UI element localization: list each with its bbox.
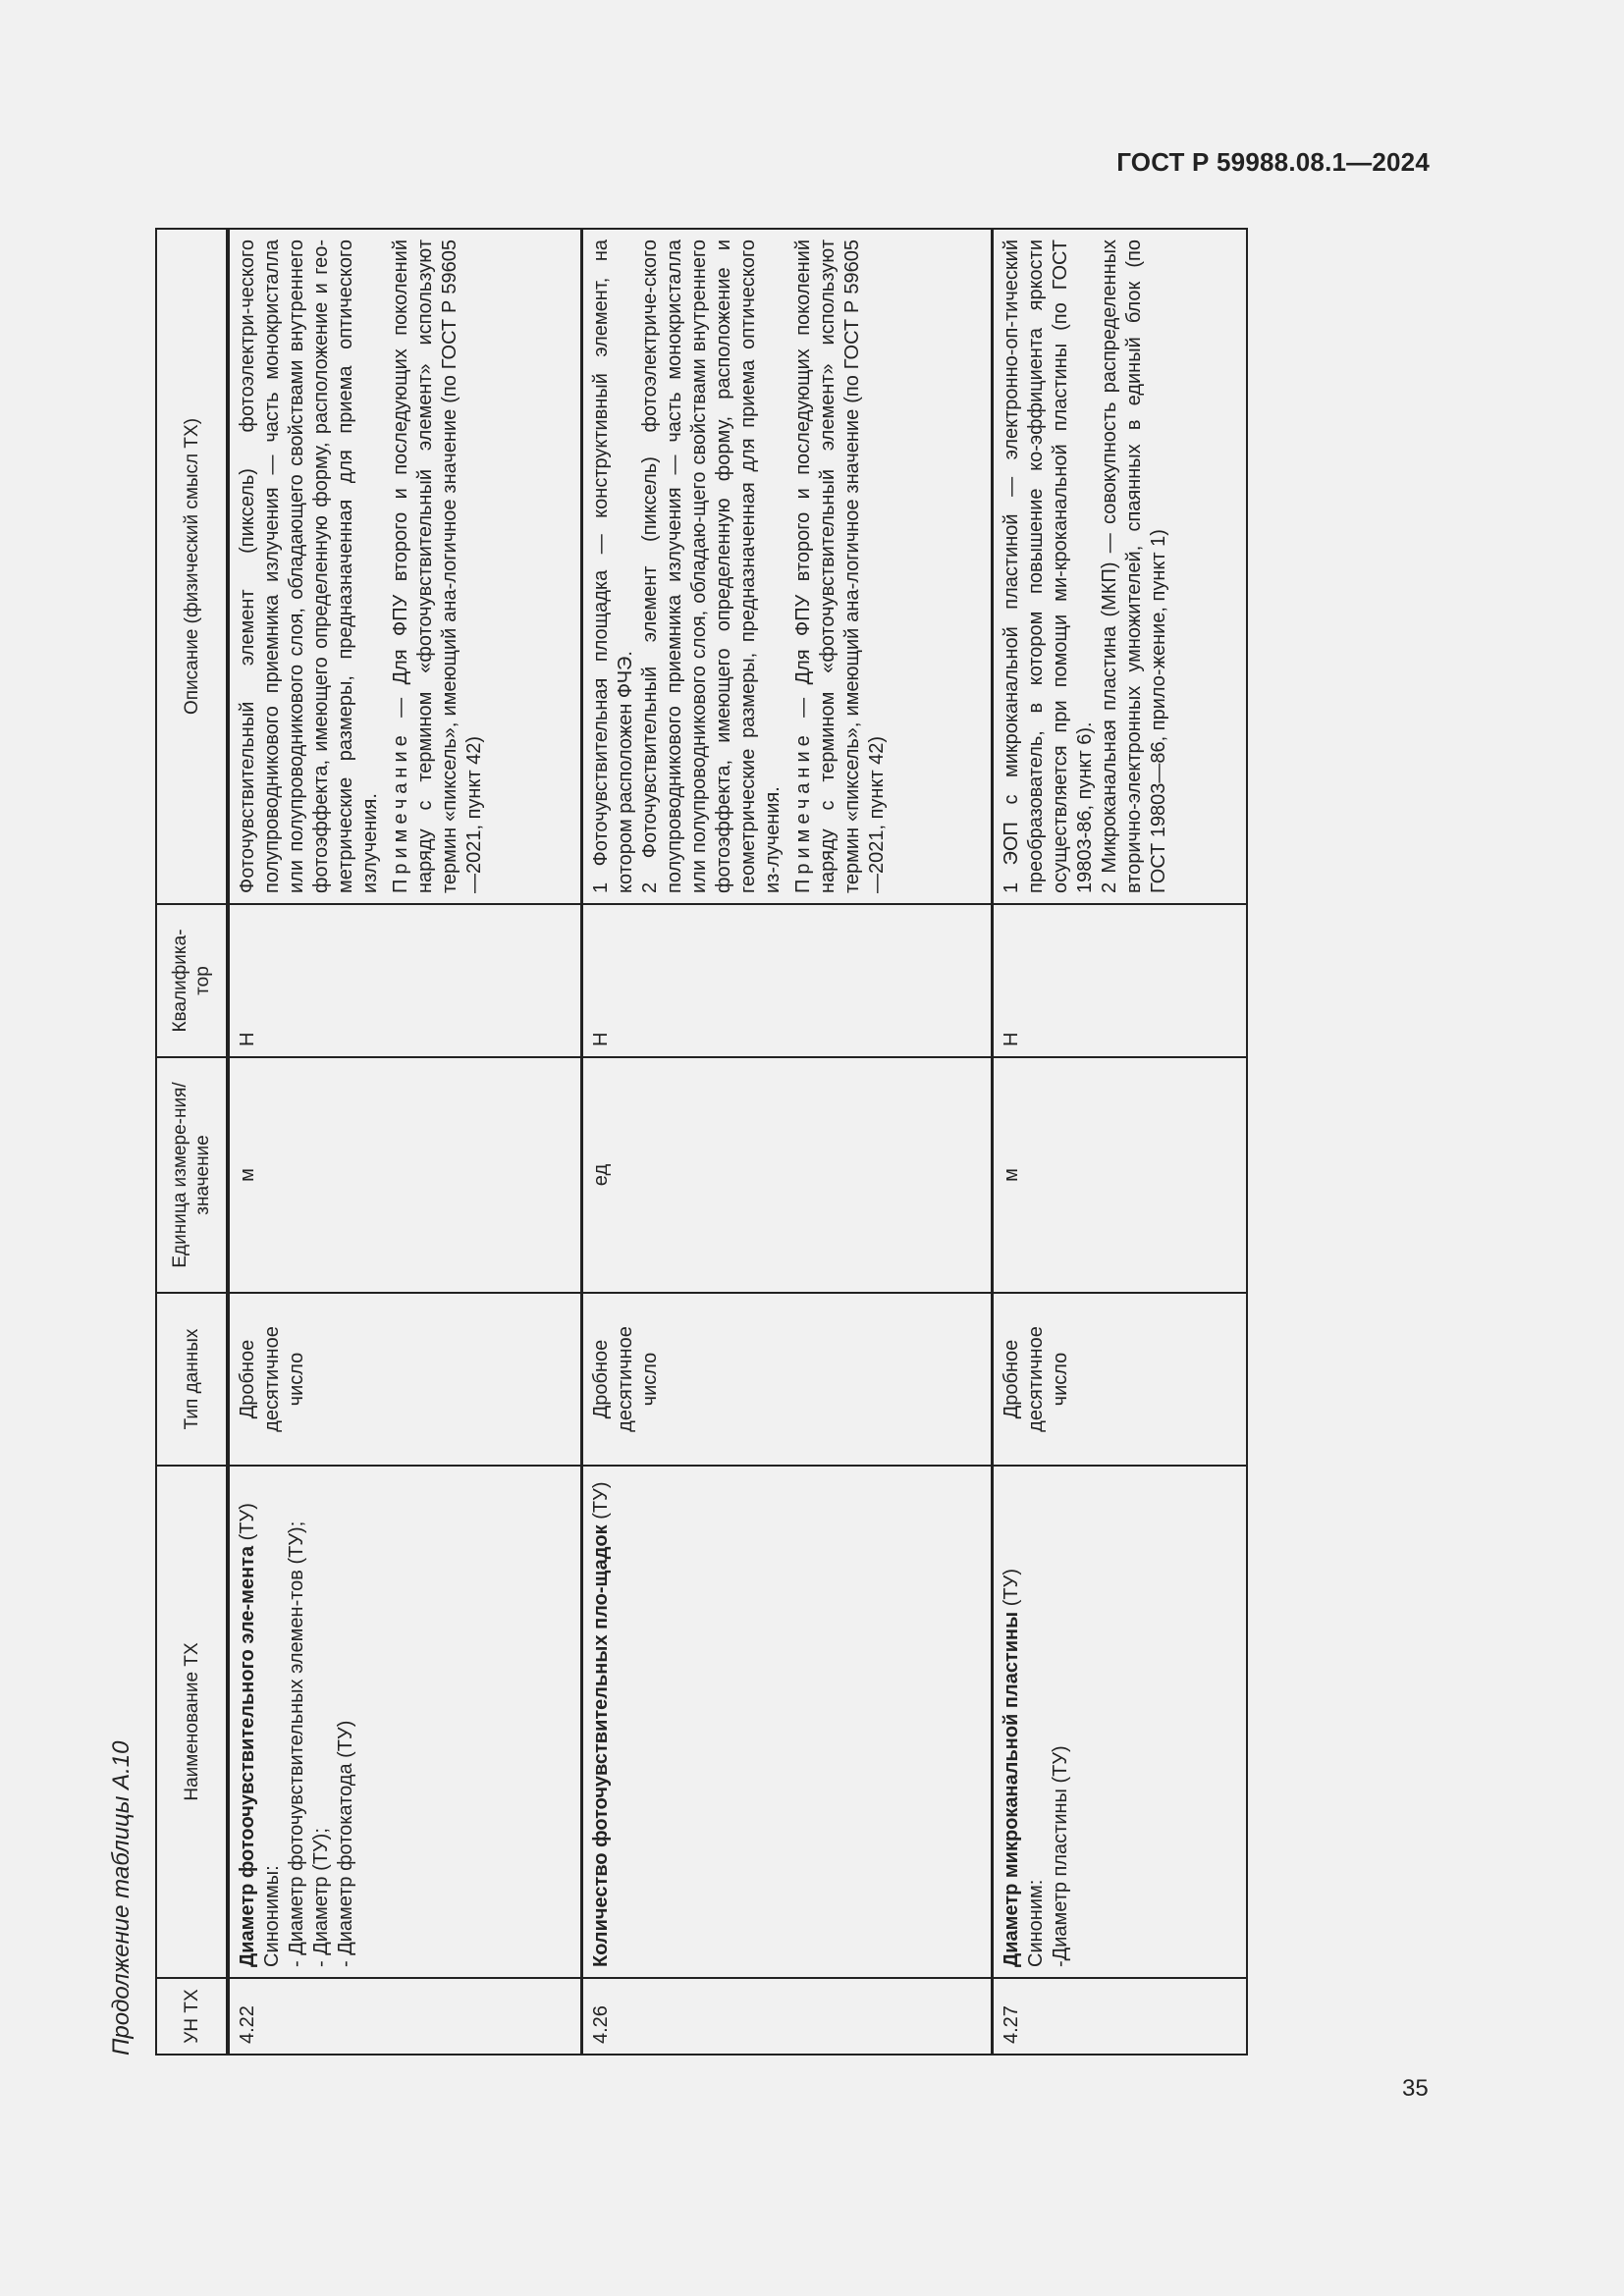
- term-suffix: (ТУ): [1000, 1569, 1022, 1612]
- description-text: Фоточувствительный элемент (пиксель) фотоэлектри-ческого полупроводникового приемника излучения — часть монокристалла или полупроводникового слоя, обладающего свойствами внутреннего фотоэффекта, имеющего определенную форму, расположение и гео-метрические размеры, предназначенная для приема оптического излучения.: [237, 240, 381, 893]
- term-suffix: (ТУ): [589, 1481, 612, 1525]
- synonym-item: - Диаметр фотокатода (ТУ): [335, 1720, 356, 1967]
- standard-header: ГОСТ Р 59988.08.1—2024: [1116, 147, 1430, 177]
- synonyms-label: Синоним:: [1024, 1879, 1047, 1967]
- row-data-type: Дробное десятичное число: [992, 1293, 1247, 1466]
- term-name: Количество фоточувствительных пло-щадок: [589, 1524, 612, 1967]
- term-name: Диаметр микроканальной пластины: [1000, 1611, 1022, 1967]
- row-qualifier: Н: [992, 904, 1247, 1057]
- note-label: Примечание: [791, 730, 814, 893]
- row-data-type: Дробное десятичное число: [581, 1293, 992, 1466]
- description-note: [791, 240, 890, 893]
- description-item: 2 Микроканальная пластина (МКП) — совокупность распределенных вторично-электронных умножителей, спаянных в единый блок (по ГОСТ 19803—86, прило-жение, пункт 1): [1098, 240, 1169, 893]
- description-item: 2 Фоточувствительный элемент (пиксель) фотоэлектриче-ского полупроводникового приемника излучения — часть монокристалла или полупроводникового слоя, обладаю-щего свойствами внутреннего фотоэффекта, имеющего определенную форму, расположение и геометрические размеры, предназначенная для приема оптического из-лучения.: [638, 240, 784, 893]
- description-note: [389, 240, 487, 893]
- table-header-row: [156, 229, 228, 2055]
- table-row: [228, 229, 581, 2055]
- row-id: 4.22: [228, 1978, 581, 2055]
- description-item: 1 ЭОП с микроканальной пластиной — электронно-оп-тический преобразователь, в котором повышение ко-эффициента яркости осуществляется при помощи ми-кроканальной пластины (по ГОСТ 19803-86, пункт 6).: [1000, 240, 1096, 893]
- row-qualifier: Н: [581, 904, 992, 1057]
- row-unit: м: [228, 1057, 581, 1293]
- description-item: 1 Фоточувствительная площадка — конструктивный элемент, на котором расположен ФЧЭ.: [589, 240, 636, 893]
- term-name: Диаметр фотоочувствительного эле-мента: [237, 1545, 258, 1967]
- row-name: [228, 1466, 581, 1978]
- table-row: [992, 229, 1247, 2055]
- col-header-unit: Единица измере-ния/значение: [156, 1057, 228, 1293]
- table-caption: Продолжение таблицы А.10: [108, 1740, 135, 2056]
- row-description: [228, 229, 581, 904]
- term-line: [236, 1476, 260, 1967]
- page-number: 35: [1402, 2075, 1429, 2102]
- note-label: Примечание: [390, 730, 411, 893]
- row-id: 4.27: [992, 1978, 1247, 2055]
- col-header-data-type: Тип данных: [156, 1293, 228, 1466]
- row-unit: ед: [581, 1057, 992, 1293]
- col-header-qualifier: Квалифика-тор: [156, 904, 228, 1057]
- row-qualifier: Н: [228, 904, 581, 1057]
- characteristics-table: [155, 228, 1248, 2056]
- term-line: [589, 1476, 614, 1967]
- synonym-item: - Диаметр (ТУ);: [310, 1828, 332, 1967]
- row-name: [992, 1466, 1247, 1978]
- col-header-id: УН ТХ: [156, 1978, 228, 2055]
- row-data-type: Дробное десятичное число: [228, 1293, 581, 1466]
- row-id: 4.26: [581, 1978, 992, 2055]
- row-unit: м: [992, 1057, 1247, 1293]
- term-suffix: (ТУ): [237, 1503, 258, 1546]
- col-header-description: Описание (физический смысл ТХ): [156, 229, 228, 904]
- row-description: [581, 229, 992, 904]
- note-text: — Для ФПУ второго и последующих поколений наряду с термином «фоточувствительный элемент» используют термин «пиксель», имеющий ана-логичное значение (по ГОСТ Р 59605—2021, пункт 42): [791, 240, 888, 893]
- row-description: [992, 229, 1247, 904]
- term-line: [1000, 1476, 1024, 1967]
- rotated-table-area: [108, 190, 1247, 2056]
- synonyms-label: Синонимы:: [261, 1865, 283, 1967]
- synonym-item: -Диаметр пластины (ТУ): [1049, 1745, 1071, 1967]
- row-name: [581, 1466, 992, 1978]
- col-header-name: Наименование ТХ: [156, 1466, 228, 1978]
- synonym-item: - Диаметр фоточувствительных элемен-тов (ТУ);: [286, 1521, 307, 1967]
- table-row: [581, 229, 992, 2055]
- note-text: — Для ФПУ второго и последующих поколений наряду с термином «фоточувствительный элемент» используют термин «пиксель», имеющий ана-логичное значение (по ГОСТ Р 59605—2021, пункт 42): [390, 240, 485, 893]
